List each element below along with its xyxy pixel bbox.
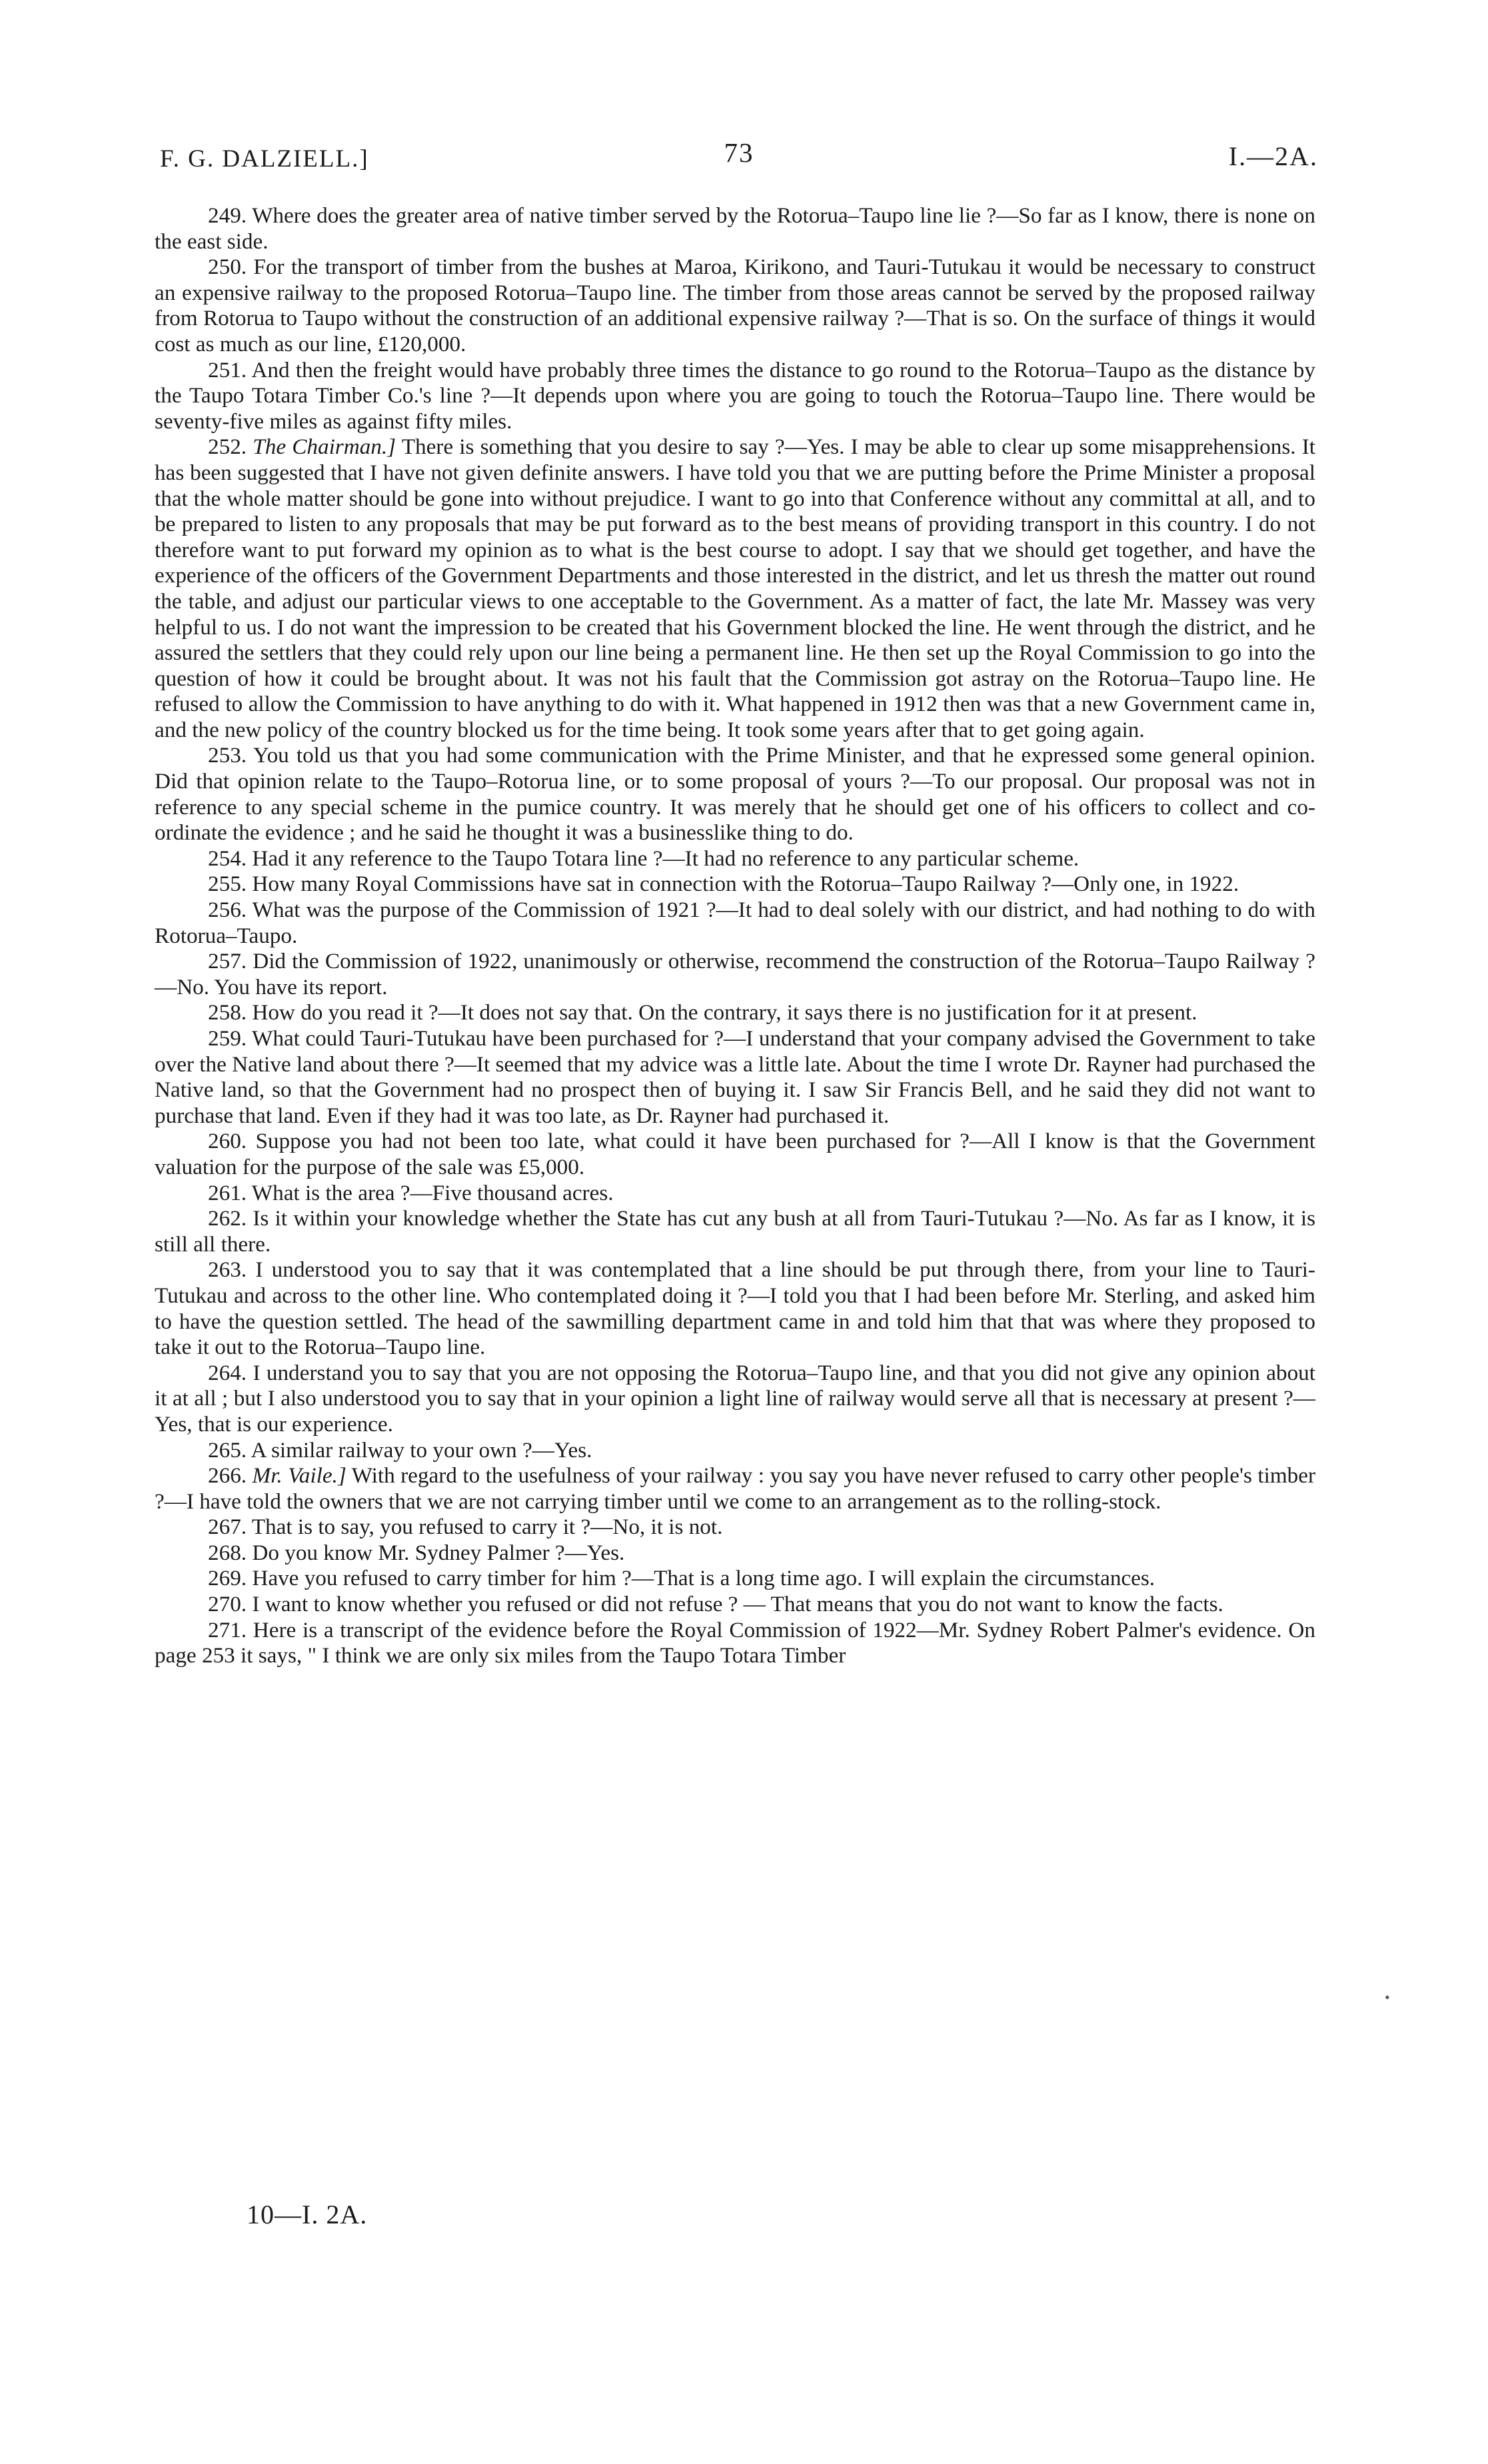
paragraph-250: 250. For the transport of timber from the bushes at Maroa, Kirikono, and Tauri-Tutukau it would be necessary to construct an expensive railway to the proposed Rotorua–Taupo line. The timber from those areas cannot be served by the proposed railway from Rotorua to Taupo without the construction of an additional expensive railway ?—That is so. On the surface of things it would cost as much as our line, £120,000. — [155, 255, 1315, 356]
scan-speck: • — [1385, 1989, 1390, 2006]
paragraph-257: 257. Did the Commission of 1922, unanimously or otherwise, recommend the construction of the Rotorua–Taupo Railway ?—No. You have its report. — [155, 949, 1315, 999]
question-number: 252. — [208, 434, 247, 460]
paragraph-text: There is something that you desire to say ?—Yes. I may be able to clear up some misapprehensions. It has been suggested that I have not given definite answers. I have told you that we are putting before the Prime Minister a proposal that the whole matter should be gone into without prejudice. I want to go into that Conference without any committal at all, and to be prepared to listen to any proposals that may be put forward as to the best means of providing transport in this country. I do not therefore want to put forward my opinion as to what is the best course to adopt. I say that we should get together, and have the experience of the officers of the Government Departments and those interested in the district, and let us thresh the matter out round the table, and adjust our particular views to one acceptable to the Government. As a matter of fact, the late Mr. Massey was very helpful to us. I do not want the impression to be created that his Government blocked the line. He went through the district, and he assured the settlers that they could rely upon our line being a permanent line. He then set up the Royal Commission to go into the question of how it could be brought about. It was not his fault that the Commission got astray on the Rotorua–Taupo line. He refused to allow the Commission to have anything to do with it. What happened in 1912 then was that a new Government came in, and the new policy of the country blocked us for the time being. It took some years after that to get going again. — [155, 434, 1316, 742]
document-reference: I.—2A. — [1228, 141, 1318, 171]
paragraph-253: 253. You told us that you had some communication with the Prime Minister, and that he expressed some general opinion. Did that opinion relate to the Taupo–Rotorua line, or to some proposal of yours ?—To our proposal. Our proposal was not in reference to any special scheme in the pumice country. It was merely that he should get one of his officers to collect and co-ordinate the evidence ; and he said he thought it was a businesslike thing to do. — [155, 743, 1315, 846]
paragraph-264: 264. I understand you to say that you are not opposing the Rotorua–Taupo line, and that you did not give any opinion about it at all ; but I also understood you to say that in your opinion a light line of railway would serve all that is necessary at present ?—Yes, that is our experience. — [155, 1360, 1315, 1437]
paragraph-249: 249. Where does the greater area of native timber served by the Rotorua–Taupo line lie ?—So far as I know, there is none on the east side. — [155, 203, 1315, 254]
question-number: 266. — [208, 1463, 247, 1489]
paragraph-text: With regard to the usefulness of your railway : you say you have never refused to carry other people's timber ?—I have told the owners that we are not carrying timber until we come to an arrangement as to the rolling-stock. — [155, 1463, 1316, 1514]
paragraph-267: 267. That is to say, you refused to carry it ?—No, it is not. — [208, 1515, 723, 1540]
paragraph-255: 255. How many Royal Commissions have sat in connection with the Rotorua–Taupo Railway ?—Only one, in 1922. — [208, 872, 1239, 897]
paragraph-271: 271. Here is a transcript of the evidence before the Royal Commission of 1922—Mr. Sydney Robert Palmer's evidence. On page 253 it says, " I think we are only six miles from the Taupo Totara Timber — [155, 1617, 1315, 1668]
header-witness-name: F. G. DALZIELL.] — [160, 145, 369, 173]
paragraph-259: 259. What could Tauri-Tutukau have been purchased for ?—I understand that your company advised the Government to take over the Native land about there ?—It seemed that my advice was a little late. About the time I wrote Dr. Rayner had purchased the Native land, so that the Government had no prospect then of buying it. I saw Sir Francis Bell, and he said they did not want to purchase that land. Even if they had it was too late, as Dr. Rayner had purchased it. — [155, 1026, 1315, 1128]
speaker-label: The Chairman.] — [253, 434, 396, 460]
paragraph-252 — [155, 434, 1315, 743]
paragraph-266 — [155, 1463, 1315, 1515]
paragraph-260: 260. Suppose you had not been too late, what could it have been purchased for ?—All I know is that the Government valuation for the purpose of the sale was £5,000. — [155, 1129, 1315, 1179]
paragraph-261: 261. What is the area ?—Five thousand acres. — [208, 1180, 614, 1205]
paragraph-251: 251. And then the freight would have probably three times the distance to go round to the Rotorua–Taupo as the distance by the Taupo Totara Timber Co.'s line ?—It depends upon where you are going to touch the Rotorua–Taupo line. There would be seventy-five miles as against fifty miles. — [155, 357, 1315, 434]
paragraph-265: 265. A similar railway to your own ?—Yes. — [208, 1437, 592, 1463]
paragraph-258: 258. How do you read it ?—It does not say that. On the contrary, it says there is no justification for it at present. — [208, 1000, 1197, 1025]
page-number: 73 — [724, 137, 754, 168]
transcript-body — [155, 203, 1315, 1669]
speaker-label: Mr. Vaile.] — [252, 1463, 347, 1489]
page-header — [160, 137, 1318, 177]
signature-mark: 10—I. 2A. — [247, 2199, 368, 2229]
paragraph-263: 263. I understood you to say that it was contemplated that a line should be put through there, from your line to Tauri-Tutukau and across to the other line. Who contemplated doing it ?—I told you that I had been before Mr. Sterling, and asked him to have the question settled. The head of the sawmilling department came in and told him that that was where they proposed to take it out to the Rotorua–Taupo line. — [155, 1257, 1315, 1360]
paragraph-256: 256. What was the purpose of the Commission of 1921 ?—It had to deal solely with our district, and had nothing to do with Rotorua–Taupo. — [155, 898, 1315, 948]
paragraph-269: 269. Have you refused to carry timber for him ?—That is a long time ago. I will explain the circumstances. — [208, 1566, 1155, 1591]
paragraph-254: 254. Had it any reference to the Taupo Totara line ?—It had no reference to any particular scheme. — [208, 846, 1080, 871]
paragraph-270: 270. I want to know whether you refused or did not refuse ? — That means that you do not want to know the facts. — [208, 1592, 1223, 1617]
paragraph-262: 262. Is it within your knowledge whether the State has cut any bush at all from Tauri-Tutukau ?—No. As far as I know, it is still all there. — [155, 1206, 1315, 1257]
paragraph-268: 268. Do you know Mr. Sydney Palmer ?—Yes. — [208, 1540, 625, 1565]
